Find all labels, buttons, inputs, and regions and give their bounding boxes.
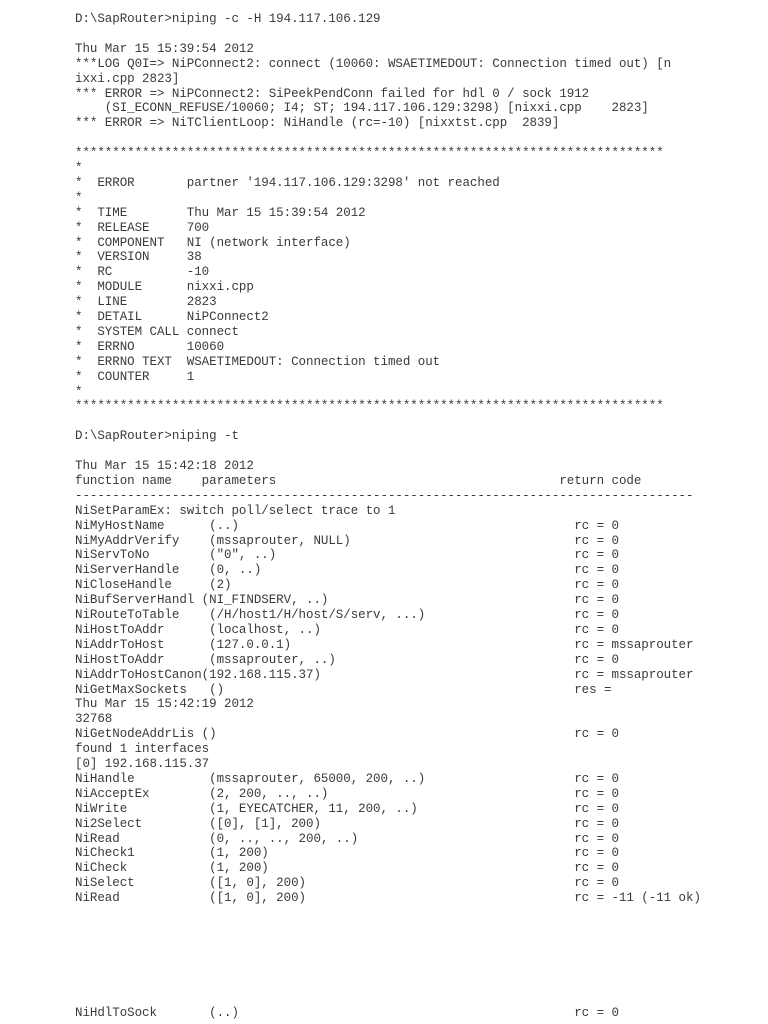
trace-line: NiCloseHandle (2) rc = 0 [75, 578, 619, 593]
trace-line: NiGetNodeAddrLis () rc = 0 [75, 727, 619, 742]
trace-line: NiHandle (mssaprouter, 65000, 200, ..) rc = 0 [75, 771, 619, 786]
error-box-line: * ERROR partner '194.117.106.129:3298' not reached [75, 175, 500, 190]
log-line: ixxi.cpp 2823] [75, 71, 180, 86]
trace-line: NiMyHostName (..) rc = 0 [75, 518, 619, 533]
error-box-line: * COUNTER 1 [75, 369, 195, 384]
trace-line: NiMyAddrVerify (mssaprouter, NULL) rc = 0 [75, 533, 619, 548]
log-line: ***LOG Q0I=> NiPConnect2: connect (10060: WSAETIMEDOUT: Connection timed out) [n [75, 56, 672, 71]
trace-line: NiBufServerHandl (NI_FINDSERV, ..) rc = 0 [75, 593, 619, 608]
command-line-niping-client: D:\SapRouter>niping -c -H 194.117.106.129 [75, 12, 381, 26]
trace-line: NiCheck (1, 200) rc = 0 [75, 861, 619, 876]
trace-line: Thu Mar 15 15:42:19 2012 [75, 697, 254, 712]
log-line: *** ERROR => NiTClientLoop: NiHandle (rc=-10) [nixxtst.cpp 2839] [75, 116, 560, 131]
trace-line: NiHdlToSock (..) rc = 0 [75, 1006, 619, 1020]
trace-line: NiCheck1 (1, 200) rc = 0 [75, 846, 619, 861]
error-box-line: * DETAIL NiPConnect2 [75, 310, 269, 324]
trace-line: ----------------------------------------------------------------------------------- [75, 488, 694, 503]
error-box-line: * LINE 2823 [75, 295, 217, 310]
trace-line: NiRead ([1, 0], 200) rc = -11 (-11 ok) [75, 891, 701, 906]
error-box-line: * VERSION 38 [75, 250, 202, 265]
error-box-line: * ERRNO TEXT WSAETIMEDOUT: Connection timed out [75, 354, 441, 369]
trace-line: 32768 [75, 712, 113, 727]
trace-line: NiRouteToTable (/H/host1/H/host/S/serv, ...) rc = 0 [75, 608, 619, 622]
trace-line: NiAddrToHost (127.0.0.1) rc = mssaprouter [75, 637, 694, 652]
log-line: (SI_ECONN_REFUSE/10060; I4; ST; 194.117.106.129:3298) [nixxi.cpp 2823] [75, 101, 649, 116]
command-line-niping-test: D:\SapRouter>niping -t [75, 429, 239, 444]
trace-line: NiServToNo ("0", ..) rc = 0 [75, 548, 619, 563]
trace-line: NiRead (0, .., .., 200, ..) rc = 0 [75, 831, 619, 846]
error-box-line: * ERRNO 10060 [75, 339, 225, 354]
trace-line: NiHostToAddr (localhost, ..) rc = 0 [75, 622, 619, 637]
error-box-line: * [75, 161, 83, 175]
trace-line: Ni2Select ([0], [1], 200) rc = 0 [75, 816, 619, 831]
trace-line: NiServerHandle (0, ..) rc = 0 [75, 563, 619, 578]
trace-line: [0] 192.168.115.37 [75, 757, 210, 771]
error-box-line: * RC -10 [75, 265, 210, 280]
trace-line: NiSelect ([1, 0], 200) rc = 0 [75, 876, 619, 891]
timestamp: Thu Mar 15 15:42:18 2012 [75, 459, 254, 473]
trace-line: NiWrite (1, EYECATCHER, 11, 200, ..) rc = 0 [75, 801, 619, 816]
error-box-line: * TIME Thu Mar 15 15:39:54 2012 [75, 205, 366, 220]
error-box-line: * [75, 190, 83, 205]
trace-line: function name parameters return code [75, 473, 642, 488]
error-box-line: * SYSTEM CALL connect [75, 324, 239, 339]
error-box-line: * [75, 384, 83, 399]
trace-line: NiSetParamEx: switch poll/select trace to 1 [75, 503, 396, 518]
trace-line: found 1 interfaces [75, 742, 210, 757]
timestamp: Thu Mar 15 15:39:54 2012 [75, 41, 254, 56]
error-box-line: * RELEASE 700 [75, 220, 210, 235]
trace-line: NiHostToAddr (mssaprouter, ..) rc = 0 [75, 652, 619, 667]
trace-line: NiAcceptEx (2, 200, .., ..) rc = 0 [75, 786, 619, 801]
error-box-line: * MODULE nixxi.cpp [75, 280, 254, 295]
error-box-line: ******************************************************************************* [75, 399, 664, 414]
log-line: *** ERROR => NiPConnect2: SiPeekPendConn failed for hdl 0 / sock 1912 [75, 86, 590, 101]
trace-line: NiAddrToHostCanon(192.168.115.37) rc = mssaprouter [75, 667, 694, 682]
error-box-line: * COMPONENT NI (network interface) [75, 235, 351, 250]
error-box-line: ******************************************************************************* [75, 146, 664, 161]
trace-line: NiGetMaxSockets () res = [75, 682, 612, 697]
